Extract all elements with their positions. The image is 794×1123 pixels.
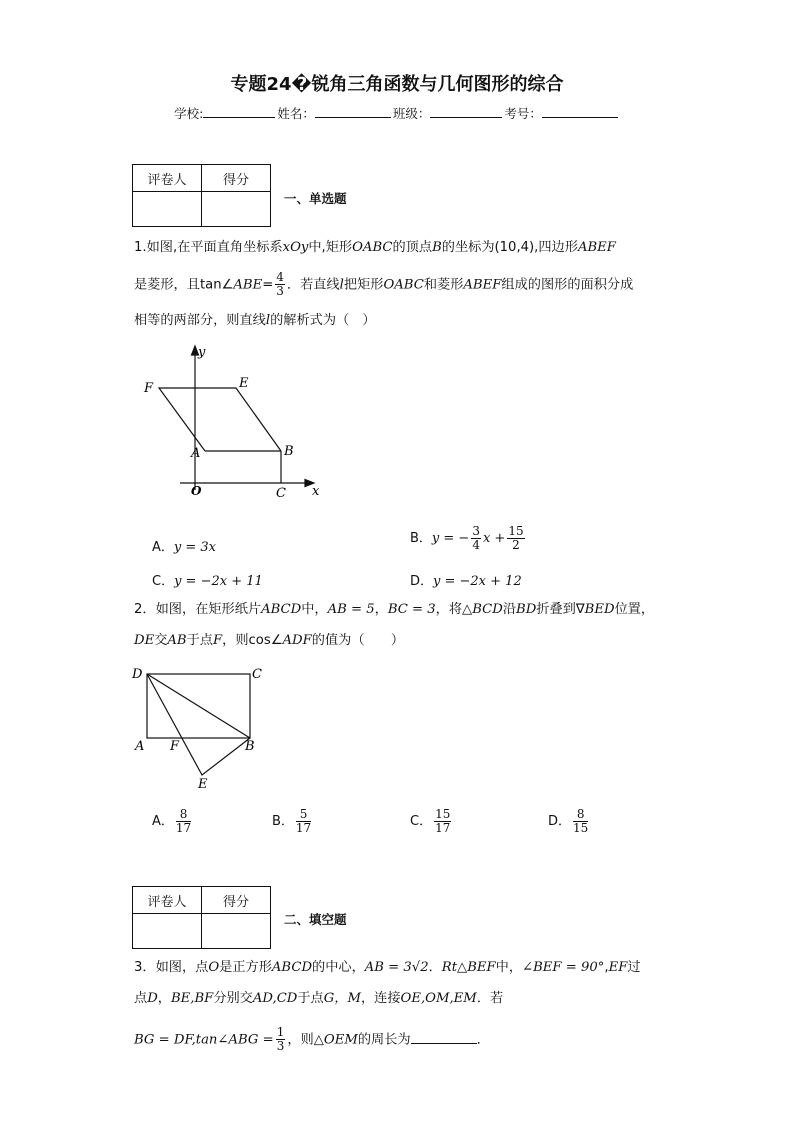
label-o: O (191, 484, 202, 498)
math: OE,OM,EM (400, 991, 477, 1006)
text: B． (272, 814, 294, 829)
math: D (147, 991, 158, 1006)
fraction (507, 525, 524, 552)
text: 组成的图形的面积分成 (501, 277, 634, 293)
math: B (432, 240, 442, 255)
text: 中,矩形 (308, 240, 353, 255)
math: = (262, 277, 274, 293)
q2-line-1 (134, 600, 654, 620)
text: ， (374, 602, 388, 617)
q2-line-2 (134, 631, 404, 651)
text: ，则cos∠ (222, 633, 283, 648)
page-title: 专题24�锐角三角函数与几何图形的综合 (230, 74, 564, 95)
text: ．若直线 (286, 277, 340, 293)
text: 的顶点 (392, 240, 433, 255)
text: D． (410, 574, 434, 589)
math: OEM (323, 1032, 358, 1048)
text: 的值为（ ） (311, 633, 405, 648)
score-cell[interactable] (202, 192, 271, 227)
fraction (276, 1026, 286, 1053)
q2-option-b[interactable] (272, 808, 313, 835)
text: 的中心， (312, 960, 365, 975)
math: EF (608, 960, 628, 975)
score-header: 得分 (202, 887, 271, 914)
grader-header: 评卷人 (133, 165, 202, 192)
denominator: 3 (276, 284, 284, 298)
math: G，M (323, 991, 361, 1006)
section-heading-1: 一、单选题 (284, 191, 347, 206)
q2-option-d[interactable] (548, 808, 590, 835)
label-f: F (144, 381, 154, 396)
math: OABC (383, 277, 424, 293)
numerator: 3 (472, 524, 480, 538)
math: OABC (352, 240, 393, 255)
name-blank[interactable] (315, 105, 391, 118)
fraction (275, 271, 285, 298)
math: AB (167, 633, 187, 648)
math: DE (134, 633, 155, 648)
text: 的解析式为（ ） (270, 313, 376, 328)
math: BED (584, 602, 615, 617)
section-heading-2: 二、填空题 (284, 912, 347, 927)
denominator: 15 (573, 821, 589, 835)
math: y = 3x (173, 540, 217, 555)
denominator: 17 (175, 821, 192, 835)
text: 折叠到∇ (536, 602, 585, 617)
text: 2．如图，在矩形纸片 (134, 602, 262, 617)
q3-line-1 (134, 958, 641, 978)
score-header: 得分 (202, 165, 271, 192)
folded-triangle (147, 674, 250, 775)
math: BG = DF,tan∠ABG = (134, 1032, 274, 1048)
text: , (604, 960, 609, 975)
label-c: C (252, 667, 262, 682)
score-table-1 (132, 164, 271, 227)
text: 位置， (614, 602, 655, 617)
text: ．若 (476, 991, 504, 1006)
diagonal-bd (147, 674, 250, 738)
math: xOy (282, 240, 309, 255)
grader-cell[interactable] (133, 192, 202, 227)
q1-option-a[interactable] (152, 536, 216, 555)
text: C． (410, 814, 433, 829)
numerator: 1 (276, 1025, 285, 1039)
class-label: 班级： (392, 106, 431, 121)
numerator: 4 (276, 270, 284, 284)
fraction (296, 808, 311, 835)
math: l (265, 313, 271, 328)
name-label: 姓名： (277, 106, 315, 121)
text: 1.如图,在平面直角坐标系 (134, 240, 283, 255)
label-a: A (135, 739, 145, 754)
q1-line-3 (134, 311, 376, 331)
q2-figure (128, 662, 278, 794)
text: A． (152, 540, 174, 555)
label-b: B (284, 444, 294, 459)
math: O (208, 960, 220, 975)
q1-option-c[interactable] (152, 570, 263, 589)
math: y = −2x + 11 (174, 574, 263, 589)
numerator: 8 (176, 808, 191, 822)
math: ∠BEF = 90° (522, 960, 605, 975)
math: y = −2x + 12 (433, 574, 522, 589)
numerator: 15 (508, 524, 524, 538)
denominator: 2 (512, 538, 520, 552)
text: ， (157, 991, 171, 1006)
school-label: 学校: (174, 106, 204, 121)
math: BD (516, 602, 537, 617)
text: A． (152, 814, 174, 829)
text: ． (476, 1032, 490, 1048)
q1-figure (140, 340, 340, 510)
math: BEF (467, 960, 496, 975)
label-c: C (276, 486, 286, 501)
label-y: y (198, 345, 206, 360)
math: ABCD (271, 960, 313, 975)
label-b: B (245, 739, 255, 754)
text: ，将△ (435, 602, 473, 617)
text: 相等的两部分，则直线 (134, 313, 266, 328)
text: 把矩形 (343, 277, 384, 293)
math: F (212, 633, 223, 648)
label-e: E (239, 376, 249, 391)
label-e: E (198, 777, 208, 792)
math: AB = 3√2 (364, 960, 429, 975)
math: ADF (282, 633, 312, 648)
text: 于点 (297, 991, 324, 1006)
text: 分别交 (213, 991, 253, 1006)
math: ABE (233, 277, 263, 293)
text: 中， (301, 602, 328, 617)
class-blank[interactable] (430, 105, 502, 118)
math: ABCD (261, 602, 302, 617)
q2-option-c[interactable] (410, 808, 453, 835)
denominator: 17 (435, 821, 451, 835)
text: 过 (627, 960, 641, 975)
numerator: 5 (296, 808, 311, 822)
math: ABEF (463, 277, 502, 293)
q1-option-b[interactable] (410, 525, 527, 552)
text: 是正方形 (219, 960, 272, 975)
text: 交 (154, 633, 168, 648)
math: Rt (441, 960, 458, 975)
text: 中， (495, 960, 523, 975)
text: B． (410, 531, 432, 546)
text: 3．如图，点 (134, 960, 209, 975)
exam-no-blank[interactable] (542, 105, 618, 118)
text: 和菱形 (423, 277, 464, 293)
math: AD,CD (252, 991, 298, 1006)
math: BC = 3 (387, 602, 436, 617)
q2-option-a[interactable] (152, 808, 193, 835)
math: △ (457, 960, 468, 975)
score-table-2 (132, 886, 271, 949)
text: 于点 (186, 633, 213, 648)
text: 的坐标为(10,4),四边形 (441, 240, 578, 255)
grader-cell[interactable] (133, 914, 202, 949)
math: ABEF (577, 240, 616, 255)
text: C． (152, 574, 175, 589)
math: tan∠ (199, 277, 234, 293)
text: 沿 (502, 602, 516, 617)
answer-blank[interactable] (411, 1031, 477, 1044)
label-f: F (170, 739, 180, 754)
fraction (573, 808, 588, 835)
q1-line-2 (134, 271, 633, 298)
label-a: A (191, 446, 201, 461)
text: 点 (134, 991, 148, 1006)
math: x + (482, 531, 506, 546)
denominator: 17 (295, 821, 312, 835)
text: 是菱形，且 (134, 277, 200, 293)
fraction (471, 525, 481, 552)
label-d: D (132, 667, 143, 682)
q3-line-2 (134, 989, 503, 1009)
text: ． (428, 960, 442, 975)
exam-no-label: 考号： (504, 106, 542, 121)
label-x: x (312, 484, 320, 499)
school-blank[interactable] (203, 105, 275, 118)
numerator: 8 (573, 808, 588, 822)
q1-option-d[interactable] (410, 570, 522, 589)
math: y = − (431, 531, 470, 546)
q1-line-1 (134, 238, 616, 258)
denominator: 4 (472, 538, 480, 552)
text: D． (548, 814, 572, 829)
student-info-line (0, 104, 794, 122)
fraction (434, 808, 451, 835)
denominator: 3 (276, 1039, 285, 1053)
score-cell[interactable] (202, 914, 271, 949)
math: BE,BF (170, 991, 214, 1006)
math: AB = 5 (327, 602, 375, 617)
math: l (339, 277, 344, 293)
grader-header: 评卷人 (133, 887, 202, 914)
math: BCD (472, 602, 503, 617)
numerator: 15 (435, 807, 451, 821)
text: ，连接 (360, 991, 401, 1006)
text: 的周长为 (357, 1032, 411, 1048)
fraction (176, 808, 191, 835)
text: ，则△ (287, 1032, 324, 1048)
rhombus (159, 388, 281, 451)
q3-line-3 (134, 1026, 490, 1053)
